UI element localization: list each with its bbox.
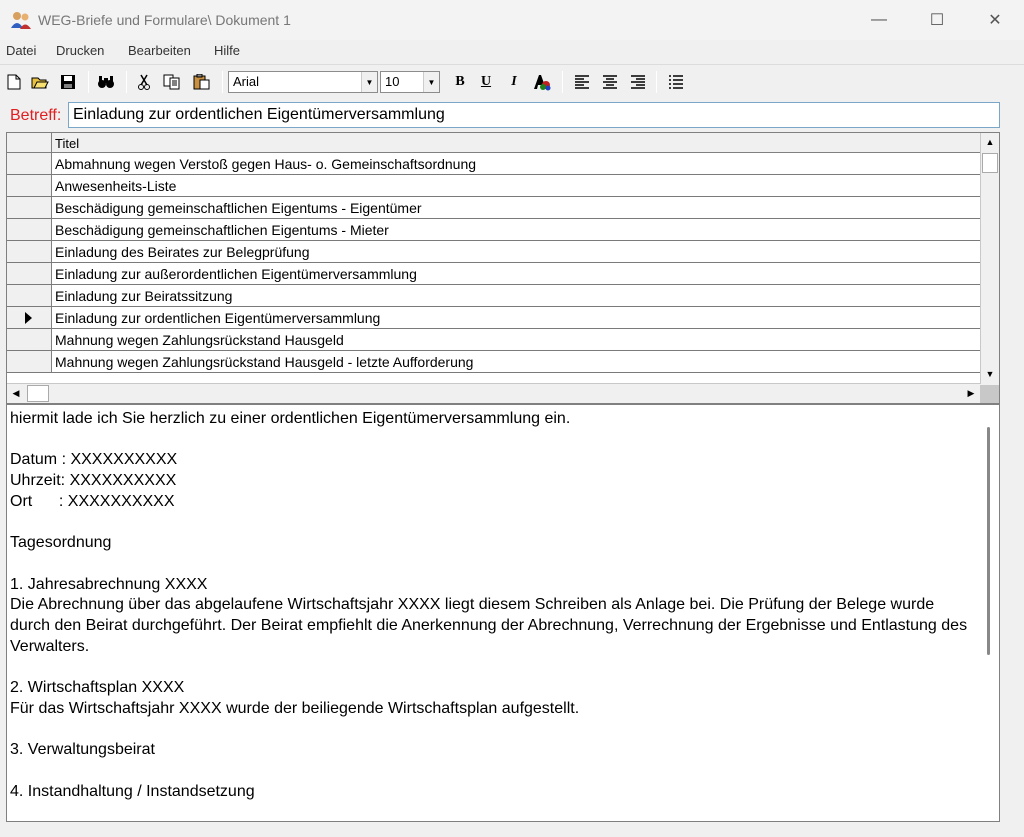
- chevron-down-icon[interactable]: ▼: [423, 72, 439, 92]
- separator: [562, 71, 563, 93]
- betreff-input[interactable]: Einladung zur ordentlichen Eigentümerversammlung: [68, 102, 1000, 128]
- scroll-up-icon[interactable]: ▲: [985, 137, 995, 147]
- title-bar: [0, 0, 1024, 40]
- row-title-cell[interactable]: Einladung zur außerordentlichen Eigentümerversammlung: [55, 266, 417, 282]
- row-selector[interactable]: [7, 263, 52, 284]
- row-title-cell[interactable]: Beschädigung gemeinschaftlichen Eigentums - Eigentümer: [55, 200, 422, 216]
- column-header-titel[interactable]: Titel: [55, 136, 80, 151]
- betreff-label: Betreff:: [10, 107, 62, 124]
- row-title-cell[interactable]: Einladung zur Beiratssitzung: [55, 288, 233, 304]
- new-document-icon: [7, 74, 21, 90]
- table-row[interactable]: [7, 263, 981, 285]
- paste-button[interactable]: [192, 72, 212, 92]
- cut-icon: [137, 74, 151, 90]
- grid-horizontal-scrollbar[interactable]: [7, 383, 981, 403]
- row-selector[interactable]: [7, 285, 52, 306]
- align-center-button[interactable]: [600, 72, 620, 92]
- grid-vertical-scrollbar[interactable]: [980, 133, 999, 385]
- row-title-cell[interactable]: Beschädigung gemeinschaftlichen Eigentums - Mieter: [55, 222, 389, 238]
- menu-hilfe[interactable]: Hilfe: [214, 43, 241, 58]
- table-row[interactable]: [7, 153, 981, 175]
- bullet-list-icon: [668, 75, 684, 89]
- close-button[interactable]: [966, 0, 1024, 40]
- menu-datei[interactable]: Datei: [6, 43, 37, 58]
- align-right-icon: [630, 75, 646, 89]
- template-grid[interactable]: [6, 132, 1000, 404]
- find-icon: [97, 74, 115, 90]
- align-right-button[interactable]: [628, 72, 648, 92]
- row-title-cell[interactable]: Mahnung wegen Zahlungsrückstand Hausgeld: [55, 332, 344, 348]
- row-selector[interactable]: [7, 241, 52, 262]
- save-button[interactable]: [58, 72, 78, 92]
- row-title-cell[interactable]: Einladung des Beirates zur Belegprüfung: [55, 244, 310, 260]
- scroll-thumb[interactable]: [982, 153, 998, 173]
- chevron-down-icon[interactable]: ▼: [361, 72, 377, 92]
- save-icon: [60, 74, 76, 90]
- close-icon: ✕: [988, 12, 1002, 29]
- table-row[interactable]: [7, 219, 981, 241]
- align-center-icon: [602, 75, 618, 89]
- scroll-right-icon[interactable]: ▶: [967, 387, 975, 398]
- font-name-select[interactable]: [228, 71, 378, 93]
- color-button[interactable]: [532, 72, 552, 92]
- scroll-thumb[interactable]: [27, 385, 49, 402]
- menu-drucken[interactable]: Drucken: [56, 43, 105, 58]
- row-selector[interactable]: [7, 175, 52, 196]
- table-row[interactable]: [7, 329, 981, 351]
- italic-button[interactable]: [504, 72, 524, 92]
- table-row[interactable]: [7, 197, 981, 219]
- bullet-list-button[interactable]: [666, 72, 686, 92]
- bold-icon: B: [455, 74, 465, 89]
- current-row-arrow-icon: [25, 312, 32, 324]
- table-row[interactable]: [7, 241, 981, 263]
- underline-button[interactable]: [476, 72, 496, 92]
- scroll-down-icon[interactable]: ▼: [985, 369, 995, 379]
- row-selector[interactable]: [7, 329, 52, 350]
- minimize-button[interactable]: [850, 0, 908, 40]
- row-selector[interactable]: [7, 219, 52, 240]
- font-size-value: 10: [385, 74, 400, 89]
- maximize-icon: ☐: [929, 12, 945, 29]
- letter-editor[interactable]: [6, 404, 1000, 822]
- row-title-cell[interactable]: Abmahnung wegen Verstoß gegen Haus- o. Gemeinschaftsordnung: [55, 156, 477, 172]
- row-selector[interactable]: [7, 351, 52, 372]
- row-title-cell[interactable]: Einladung zur ordentlichen Eigentümerversammlung: [55, 310, 381, 326]
- menu-bar: [0, 40, 1024, 62]
- maximize-button[interactable]: [908, 0, 966, 40]
- open-button[interactable]: [30, 72, 50, 92]
- editor-vertical-scrollbar[interactable]: [980, 405, 999, 821]
- new-document-button[interactable]: [4, 72, 24, 92]
- open-folder-icon: [31, 74, 49, 90]
- row-selector-header: [7, 133, 52, 153]
- table-row[interactable]: [7, 307, 981, 329]
- font-size-select[interactable]: [380, 71, 440, 93]
- scroll-thumb[interactable]: [987, 427, 990, 655]
- paste-icon: [193, 74, 211, 90]
- table-row[interactable]: [7, 285, 981, 307]
- separator: [222, 71, 223, 93]
- app-people-icon: [10, 10, 32, 30]
- cut-button[interactable]: [134, 72, 154, 92]
- font-name-value: Arial: [233, 74, 260, 89]
- color-icon: [532, 73, 552, 91]
- italic-icon: I: [511, 74, 517, 89]
- table-row[interactable]: [7, 175, 981, 197]
- row-title-cell[interactable]: Mahnung wegen Zahlungsrückstand Hausgeld - letzte Aufforderung: [55, 354, 474, 370]
- align-left-icon: [574, 75, 590, 89]
- status-bar: [0, 822, 1024, 837]
- separator: [126, 71, 127, 93]
- row-title-cell[interactable]: Anwesenheits-Liste: [55, 178, 177, 194]
- underline-icon: U: [480, 74, 492, 89]
- row-selector[interactable]: [7, 307, 52, 328]
- toolbar: [0, 64, 1024, 98]
- row-selector[interactable]: [7, 153, 52, 174]
- bold-button[interactable]: [450, 72, 470, 92]
- table-row[interactable]: [7, 351, 981, 373]
- align-left-button[interactable]: [572, 72, 592, 92]
- window-title: WEG-Briefe und Formulare\ Dokument 1: [38, 12, 291, 28]
- grid-header: [7, 133, 981, 153]
- separator: [88, 71, 89, 93]
- minimize-icon: —: [871, 11, 887, 28]
- copy-icon: [163, 74, 181, 90]
- copy-button[interactable]: [162, 72, 182, 92]
- scrollbar-corner: [980, 385, 999, 404]
- separator: [656, 71, 657, 93]
- find-button[interactable]: [96, 72, 116, 92]
- editor-text[interactable]: hiermit lade ich Sie herzlich zu einer ordentlichen Eigentümerversammlung ein. Datum : XXXXXXXXXX Uhrzeit: XXXXXXXXXX Ort : XXXXXXXXXX Tagesordnung 1. Jahresabrechnung XXXX Die Abrechnung über das abgelaufene Wirtschaftsjahr XXXX liegt diesem Schreiben als Anlage bei. Die Prüfung der Belege wurde durch den Beirat durchgeführt. Der Beirat empfiehlt die Anerkennung der Abrechnung, Verrechnung der Ergebnisse und Entlastung des Verwalters. 2. Wirtschaftsplan XXXX Für das Wirtschaftsjahr XXXX wurde der beiliegende Wirtschaftsplan aufgestellt. 3. Verwaltungsbeirat 4. Instandhaltung / Instandsetzung: [10, 410, 968, 800]
- scroll-left-icon[interactable]: ◀: [12, 387, 20, 398]
- row-selector[interactable]: [7, 197, 52, 218]
- menu-bearbeiten[interactable]: Bearbeiten: [128, 43, 191, 58]
